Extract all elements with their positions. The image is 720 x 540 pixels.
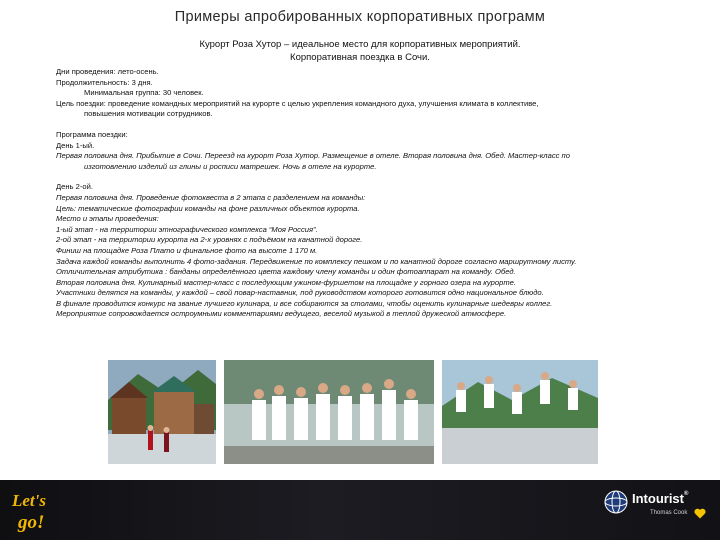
day2-line: Первая половина дня. Проведение фотоквеста в 2 этапа с разделением на команды: <box>56 192 366 202</box>
heart-icon <box>694 508 706 519</box>
day1-title: День 1-ый. <box>56 140 95 150</box>
brand-subtitle: Thomas Cook <box>650 510 688 516</box>
goal-line-2: повышения мотивации сотрудников. <box>84 109 213 119</box>
footer-bar <box>0 480 720 540</box>
intourist-globe-icon <box>604 490 628 514</box>
photo-jumping-team <box>442 360 598 464</box>
day2-line: 2-ой этап - на территории курорта на 2-х уровнях с подъёмом на канатной дороге. <box>56 235 363 245</box>
day2-line: Цель: тематические фотографии команды на фоне различных объектов курорта. <box>56 203 360 213</box>
svg-text:go!: go! <box>18 512 45 533</box>
day2-line: Вторая половина дня. Кулинарный мастер-класс с последующим ужином-фуршетом на площадке у горного озера на курорте. <box>56 277 516 287</box>
brand-logo-text: Intourist® <box>632 491 689 506</box>
program-text <box>56 67 686 320</box>
subtitle-line-2: Корпоративная поездка в Сочи. <box>290 52 430 63</box>
svg-text:Let's: Let's <box>12 491 46 510</box>
photo-strip <box>108 360 598 464</box>
photo-ethno-village <box>108 360 216 464</box>
day2-title: День 2-ой. <box>56 182 93 192</box>
slide-title: Примеры апробированных корпоративных программ <box>174 9 546 25</box>
day2-line: Финиш на площадке Роза Плато и финальное фото на высоте 1 170 м. <box>56 245 318 255</box>
lets-go-logo <box>8 484 68 534</box>
day2-line: Задача каждой команды выполнить 4 фото-задания. Передвижение по комплексу пешком и по канатной дороге согласно маршрутному листу. <box>56 256 577 266</box>
goal-line-1: Цель поездки: проведение командных мероприятий на курорте с целью укрепления командного духа, улучшения климата в коллективе, <box>56 98 539 108</box>
day2-line: 1-ый этап - на территории этнографического комплекса “Моя Россия”. <box>56 224 318 234</box>
brand-name: Intourist <box>632 491 684 506</box>
day2-line: Отличительная атрибутика : банданы определённого цвета каждому члену команды и один фотоаппарат на команду. Обед. <box>56 267 516 277</box>
photo-team-cooking <box>224 360 434 464</box>
day2-line: Место и этапы проведения: <box>56 214 159 224</box>
day2-line: Мероприятие сопровождается остроумными комментариями ведущего, веселой музыкой в теплой дружеской атмосфере. <box>56 309 507 319</box>
duration-line: Продолжительность: 3 дня. <box>56 77 153 87</box>
program-header: Программа поездки: <box>56 129 128 139</box>
subtitle-line-1: Курорт Роза Хутор – идеальное место для корпоративных мероприятий. <box>199 39 521 50</box>
dates-line: Дни проведения: лето-осень. <box>56 67 159 76</box>
day2-line: Участники делятся на команды, у каждой – свой повар-наставник, под руководством которого готовится одно национальное блюдо. <box>56 288 544 298</box>
day1-line-2: изготовлению изделий из глины и росписи матрешек. Ночь в отеле на курорте. <box>84 161 377 171</box>
min-group-line: Минимальная группа: 30 человек. <box>84 88 204 98</box>
day1-line-1: Первая половина дня. Прибытие в Сочи. Переезд на курорт Роза Хутор. Размещение в отеле. Вторая половина дня. Обед. Мастер-класс по <box>56 151 570 161</box>
day2-line: В финале проводится конкурс на звание лучшего кулинара, и все собираются за столами, чтобы оценить кулинарные шедевры коллег. <box>56 298 553 308</box>
subtitle <box>0 38 720 64</box>
